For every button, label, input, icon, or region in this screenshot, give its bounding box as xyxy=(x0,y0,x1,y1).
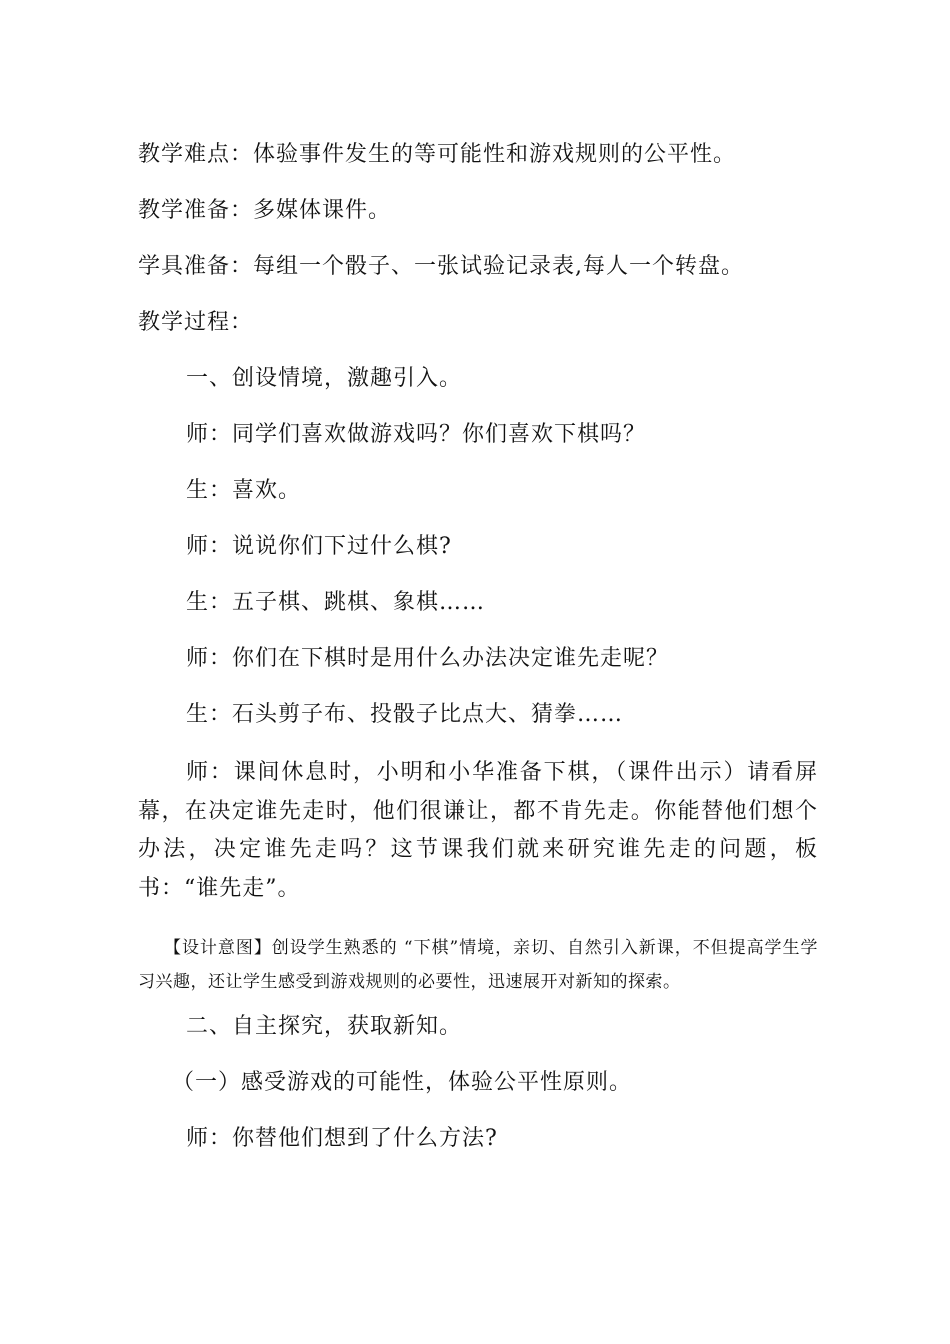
dialogue-teacher: 师：你们在下棋时是用什么办法决定谁先走呢？ xyxy=(186,646,670,671)
dialogue-student: 生：石头剪子布、投骰子比点大、猜拳…… xyxy=(186,702,624,727)
dialogue-student: 生：五子棋、跳棋、象棋…… xyxy=(186,590,486,615)
dialogue-teacher-paragraph: 师：课间休息时，小明和小华准备下棋，（课件出示）请看屏幕，在决定谁先走时，他们很谦让，都不肯先走。你能替他们想个办法，决定谁先走吗？这节课我们就来研究谁先走的问题，板书：“谁先走”。 xyxy=(138,760,818,902)
design-intent-note: 【设计意图】创设学生熟悉的 “下棋”情境，亲切、自然引入新课，不但提高学生学习兴趣，还让学生感受到游戏规则的必要性，迅速展开对新知的探索。 xyxy=(138,938,818,992)
teaching-process-heading: 教学过程： xyxy=(138,310,254,335)
teaching-difficulty: 教学难点：体验事件发生的等可能性和游戏规则的公平性。 xyxy=(138,142,737,167)
dialogue-student: 生：喜欢。 xyxy=(186,478,302,503)
dialogue-teacher: 师：你替他们想到了什么方法? xyxy=(186,1126,498,1151)
subsection-heading: （一）感受游戏的可能性，体验公平性原则。 xyxy=(172,1070,633,1095)
section-heading-2: 二、自主探究，获取新知。 xyxy=(186,1014,463,1039)
dialogue-teacher: 师：说说你们下过什么棋? xyxy=(186,534,452,559)
section-heading-1: 一、创设情境，激趣引入。 xyxy=(186,366,463,391)
teaching-preparation: 教学准备：多媒体课件。 xyxy=(138,198,392,223)
dialogue-teacher: 师：同学们喜欢做游戏吗？你们喜欢下棋吗？ xyxy=(186,422,647,447)
student-tools: 学具准备：每组一个骰子、一张试验记录表,每人一个转盘。 xyxy=(138,254,744,279)
